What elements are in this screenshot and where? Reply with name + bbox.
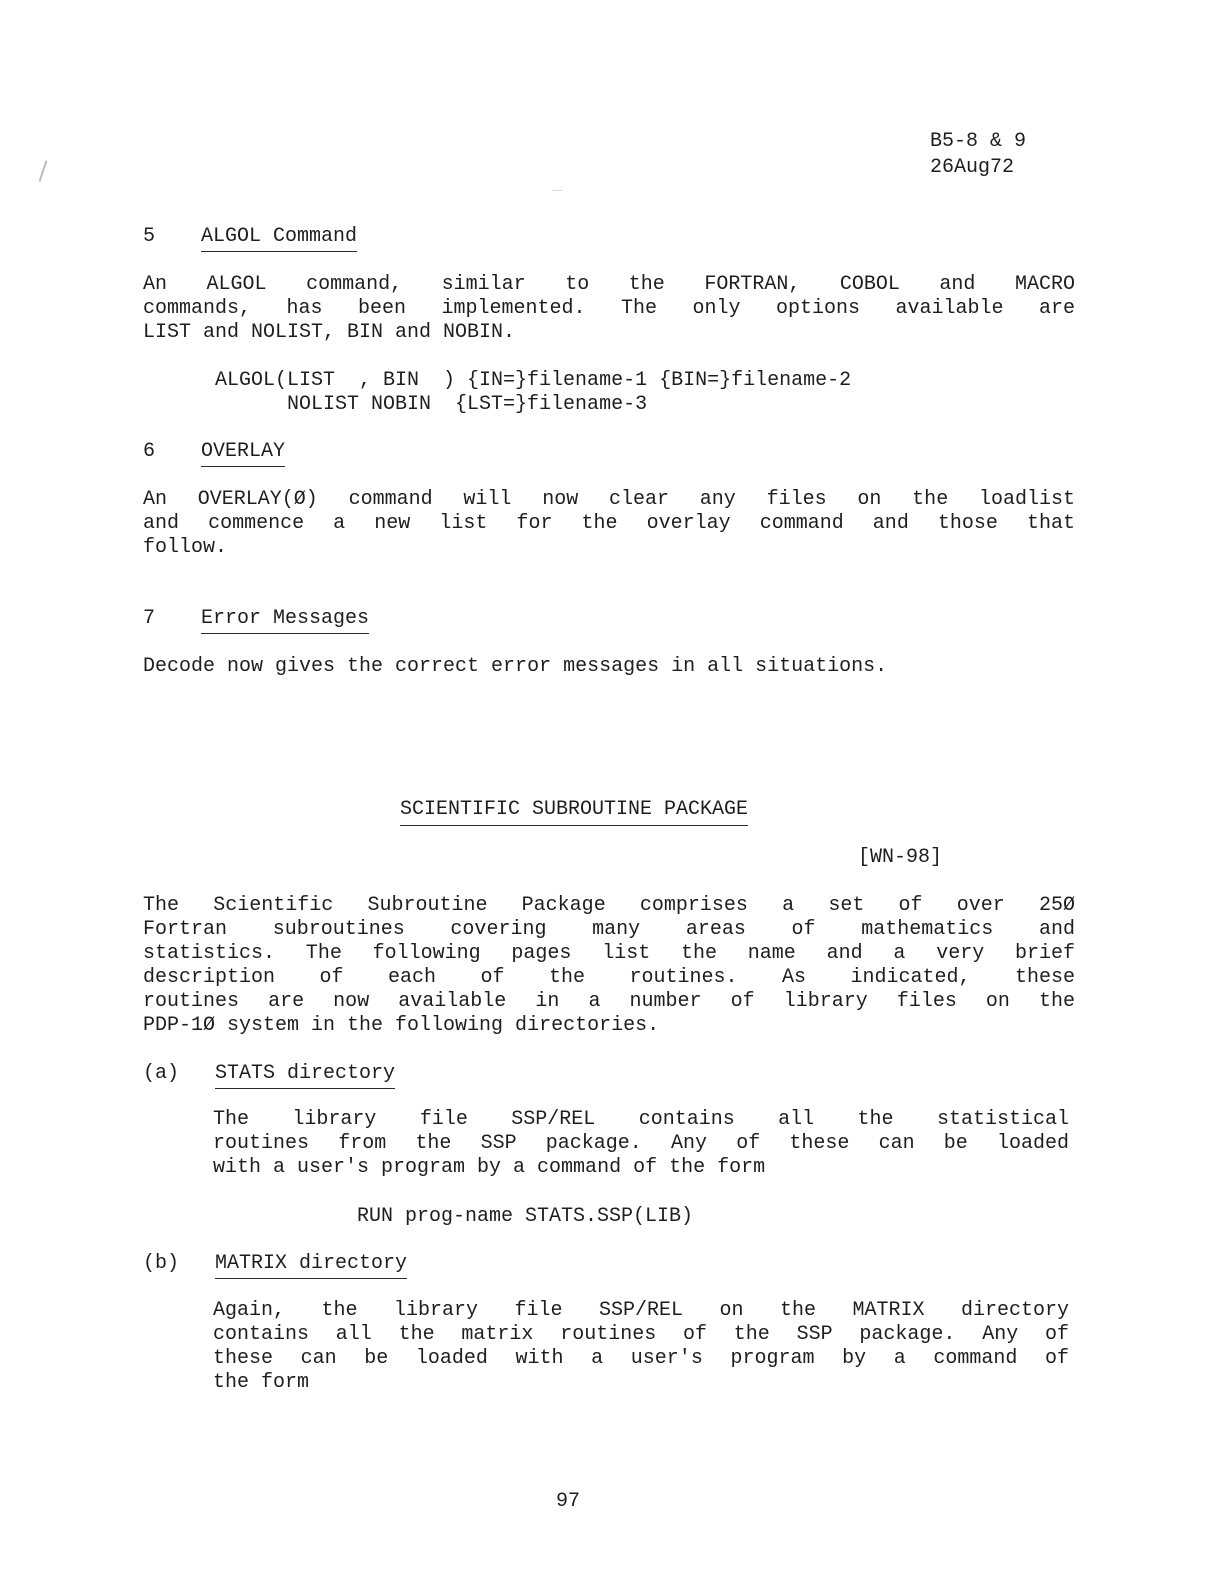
text-line: The Scientific Subroutine Package comprises a set of over 25Ø [143, 894, 1075, 917]
section-6-paragraph [143, 488, 1075, 560]
ssp-paragraph [143, 894, 1075, 1038]
text-line: the form [213, 1371, 310, 1394]
stats-run-command: RUN prog-name STATS.SSP(LIB) [357, 1205, 694, 1228]
text-line: statistics. The following pages list the name and a very brief [143, 942, 1075, 965]
section-7-title: Error Messages [201, 607, 369, 634]
text-line: routines are now available in a number of library files on the [143, 990, 1075, 1013]
section-5-title: ALGOL Command [201, 225, 357, 252]
text-line: An OVERLAY(Ø) command will now clear any files on the loadlist [143, 488, 1075, 511]
text-line: Again, the library file SSP/REL on the MATRIX directory [213, 1299, 1069, 1322]
text-line: An ALGOL command, similar to the FORTRAN, COBOL and MACRO [143, 273, 1075, 296]
scan-mark [552, 190, 562, 191]
text-line: contains all the matrix routines of the SSP package. Any of [213, 1323, 1069, 1346]
ssp-reference: [WN-98] [858, 846, 943, 869]
item-a-title: STATS directory [215, 1062, 395, 1089]
algol-syntax-line-1: ALGOL(LIST , BIN ) {IN=}filename-1 {BIN=}filename-2 [215, 369, 852, 392]
text-line: PDP-1Ø system in the following directories. [143, 1014, 660, 1037]
document-date: 26Aug72 [930, 156, 1015, 179]
section-6-number: 6 [143, 440, 156, 463]
document-reference: B5-8 & 9 [930, 130, 1027, 153]
text-line: and commence a new list for the overlay command and those that [143, 512, 1075, 535]
algol-syntax-line-2: NOLIST NOBIN {LST=}filename-3 [215, 393, 648, 416]
text-line: The library file SSP/REL contains all the statistical [213, 1108, 1069, 1131]
ssp-heading: SCIENTIFIC SUBROUTINE PACKAGE [400, 798, 748, 826]
text-line: commands, has been implemented. The only options available are [143, 297, 1075, 320]
section-7-paragraph: Decode now gives the correct error messages in all situations. [143, 655, 888, 678]
item-a-paragraph [213, 1108, 1069, 1180]
text-line: follow. [143, 536, 228, 559]
section-7-number: 7 [143, 607, 156, 630]
item-b-paragraph [213, 1299, 1069, 1395]
text-line: with a user's program by a command of the form [213, 1156, 766, 1179]
text-line: Fortran subroutines covering many areas of mathematics and [143, 918, 1075, 941]
section-6-title: OVERLAY [201, 440, 285, 467]
section-5-number: 5 [143, 225, 156, 248]
text-line: routines from the SSP package. Any of these can be loaded [213, 1132, 1069, 1155]
text-line: these can be loaded with a user's program by a command of [213, 1347, 1069, 1370]
item-b-label: (b) [143, 1252, 180, 1275]
item-b-title: MATRIX directory [215, 1252, 407, 1279]
page-number: 97 [556, 1490, 581, 1513]
text-line: description of each of the routines. As indicated, these [143, 966, 1075, 989]
section-5-paragraph [143, 273, 1075, 345]
text-line: LIST and NOLIST, BIN and NOBIN. [143, 321, 516, 344]
item-a-label: (a) [143, 1062, 180, 1085]
scan-mark [39, 160, 48, 182]
